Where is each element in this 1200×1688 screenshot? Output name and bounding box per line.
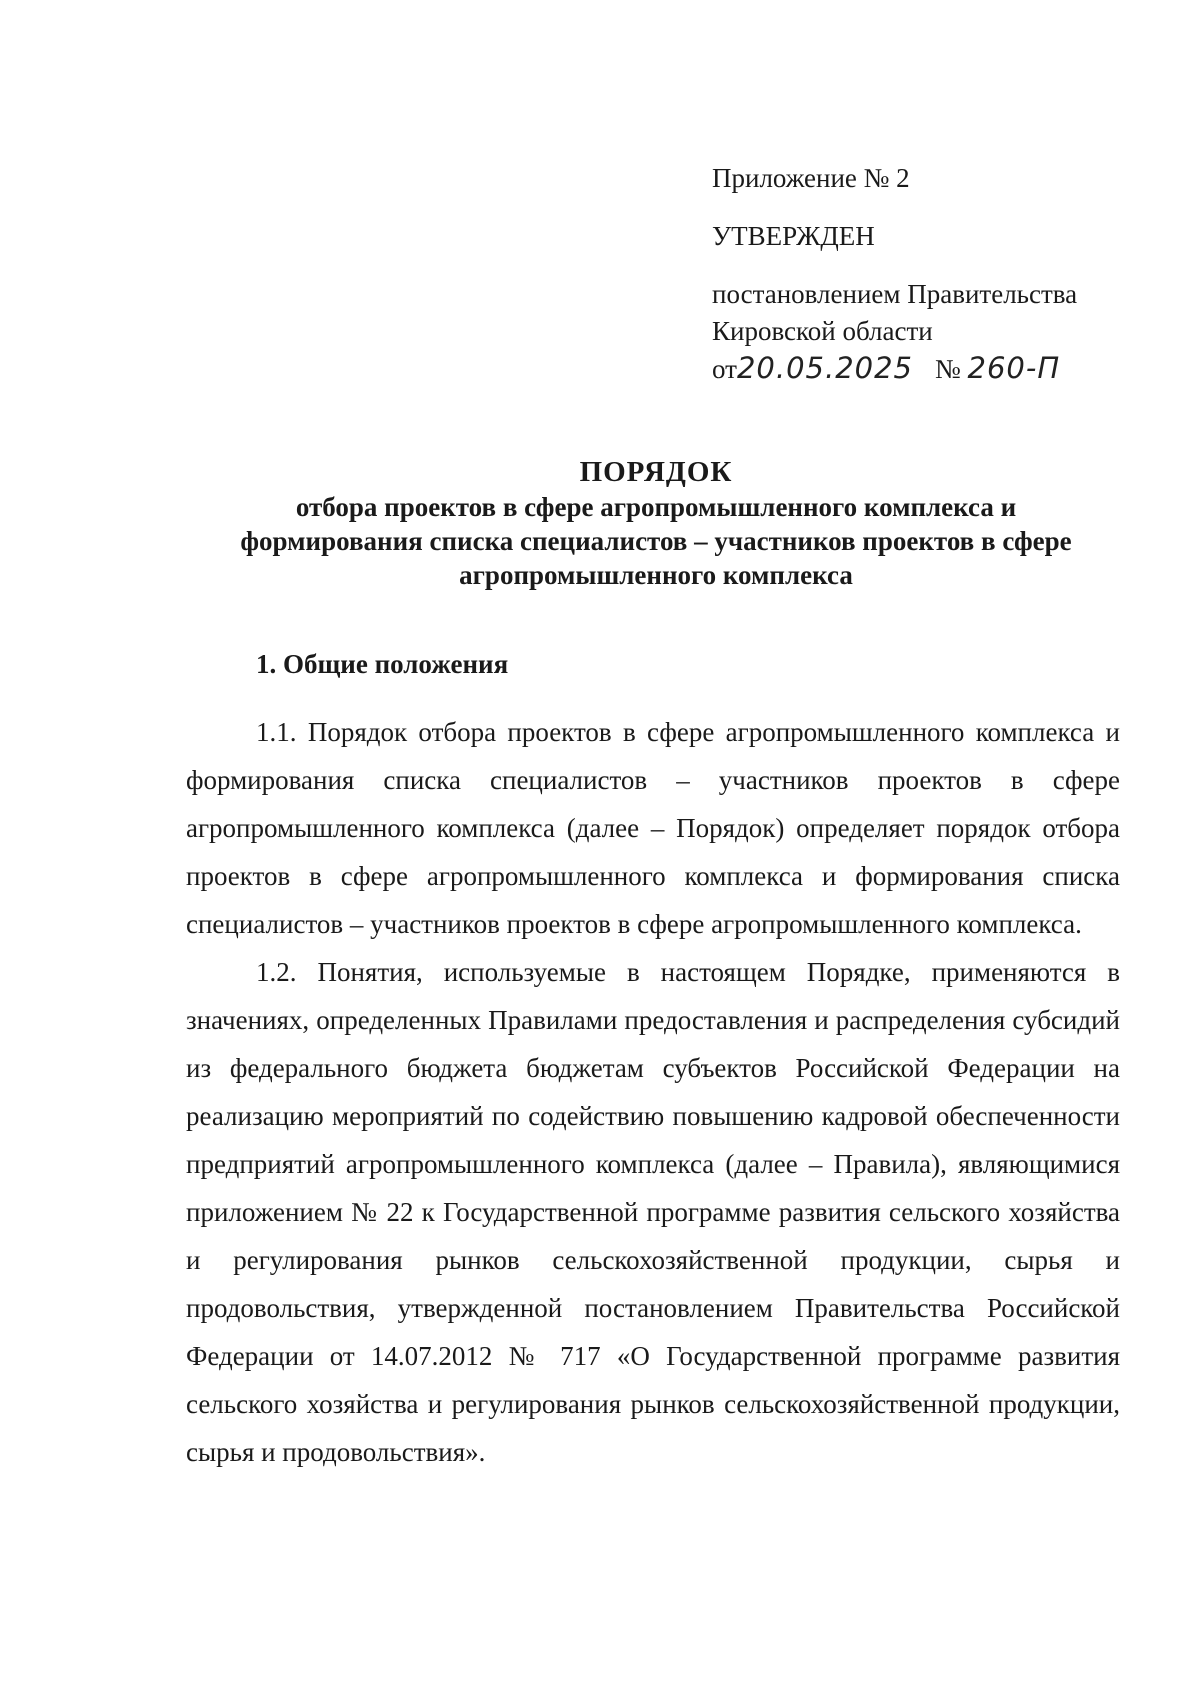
approval-date-line <box>712 350 1132 388</box>
handwritten-date: 20.05.2025 <box>736 351 913 385</box>
paragraph-1-2: 1.2. Понятия, используемые в настоящем Порядке, применяются в значениях, определенных Правилами предоставления и распределения субсидий из федерального бюджета бюджетам субъектов Российской Федерации на реализацию мероприятий по содействию повышению кадровой обеспеченности предприятий агропромышленного комплекса (далее – Правила), являющимися приложением № 22 к Государственной программе развития сельского хозяйства и регулирования рынков сельскохозяйственной продукции, сырья и продовольствия, утвержденной постановлением Правительства Российской Федерации от 14.07.2012 № 717 «О Государственной программе развития сельского хозяйства и регулирования рынков сельскохозяйственной продукции, сырья и продовольствия». <box>186 957 1120 1467</box>
approved-stamp: УТВЕРЖДЕН <box>712 221 875 251</box>
date-prefix: от <box>712 354 737 384</box>
document-title <box>160 455 1152 592</box>
title-line-2: формирования списка специалистов – участников проектов в сфере <box>240 526 1072 556</box>
title-line-1: отбора проектов в сфере агропромышленного комплекса и <box>295 492 1017 522</box>
section-heading: 1. Общие положения <box>256 649 509 679</box>
approval-block <box>712 160 1132 388</box>
handwritten-number: 260-П <box>967 351 1061 385</box>
approval-line-1: постановлением Правительства <box>712 279 1078 309</box>
approval-line-2: Кировской области <box>712 316 933 346</box>
section-body <box>186 708 1120 1476</box>
title-main: ПОРЯДОК <box>579 456 733 488</box>
title-line-3: агропромышленного комплекса <box>459 560 853 590</box>
number-prefix: № <box>935 354 961 384</box>
paragraph-1-1: 1.1. Порядок отбора проектов в сфере агропромышленного комплекса и формирования списка специалистов – участников проектов в сфере агропромышленного комплекса (далее – Порядок) определяет порядок отбора проектов в сфере агропромышленного комплекса и формирования списка специалистов – участников проектов в сфере агропромышленного комплекса. <box>186 717 1120 939</box>
annex-number: Приложение № 2 <box>712 163 910 193</box>
